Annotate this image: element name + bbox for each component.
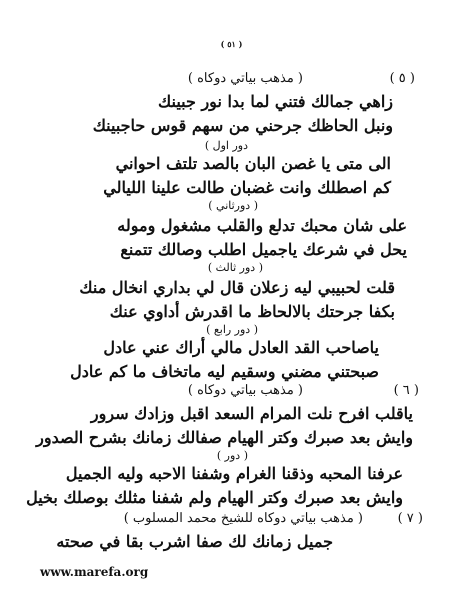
section1-dawr4-line-2: صبحتني مضني وسقيم ليه ماتخاف ما كم عادل <box>70 362 379 381</box>
section2-dawr-label: ( دور ) <box>216 449 248 462</box>
section1-dawr2-line-1: على شان محبك تدلع والقلب مشغول وموله <box>117 216 407 235</box>
section3-header: ( مذهب بياتي دوكاه للشيخ محمد المسلوب ) <box>123 511 363 526</box>
section1-line-1: زاهي جمالك فتني لما بدا نور جبينك <box>158 92 393 111</box>
section1-dawr1-label: دور اول ) <box>204 139 248 152</box>
section2-dawr-line-2: وايش بعد صبرك وكتر الهيام ولم شفنا مثلك بوصلك بخيل <box>26 488 403 507</box>
section2-line-2: وايش بعد صبرك وكتر الهيام صفالك زمانك بشرح الصدور <box>36 428 413 447</box>
section1-dawr2-line-2: يحل في شرعك ياجميل اطلب وصالك تتمنع <box>120 240 407 259</box>
section2-number: ( ٦ ) <box>393 383 419 398</box>
section1-dawr4-label: ( دور رابع ) <box>206 323 258 336</box>
section1-dawr4-line-1: ياصاحب القد العادل مالي أراك عني عادل <box>103 338 379 357</box>
website-footer: www.marefa.org <box>40 565 149 579</box>
section1-dawr3-line-1: قلت لحبيبي ليه زعلان قال لي بداري انخال منك <box>79 278 395 297</box>
section1-number: ( ٥ ) <box>389 71 415 86</box>
section3-line-1: جميل زمانك لك صفا اشرب بقا في صحته <box>56 532 333 551</box>
section1-line-2: ونبل الحاظك جرحني من سهم قوس حاجبينك <box>92 116 393 135</box>
section2-line-1: ياقلب افرح نلت المرام السعد اقبل وزادك سرور <box>90 404 413 423</box>
section1-dawr2-label: ( دورثاني ) <box>208 199 258 212</box>
section2-header: ( مذهب بياتي دوكاه ) <box>187 383 303 398</box>
page-number: ( ٥١ ) <box>220 39 243 49</box>
section2-dawr-line-1: عرفنا المحبه وذقنا الغرام وشفنا الاحبه وليه الجميل <box>65 464 403 483</box>
section1-dawr1-line-2: كم اصطلك وانت غضبان طالت علينا الليالي <box>103 178 391 197</box>
section3-number: ( ٧ ) <box>397 511 423 526</box>
section1-dawr3-label: ( دور ثالث ) <box>207 261 263 274</box>
section1-header: ( مذهب بياتي دوكاه ) <box>187 71 303 86</box>
section1-dawr1-line-1: الى متى يا غصن البان بالصد تلتف احواني <box>115 154 391 173</box>
section1-dawr3-line-2: بكفا جرحتك بالالحاظ ما اقدرش أداوي عنك <box>109 302 395 321</box>
